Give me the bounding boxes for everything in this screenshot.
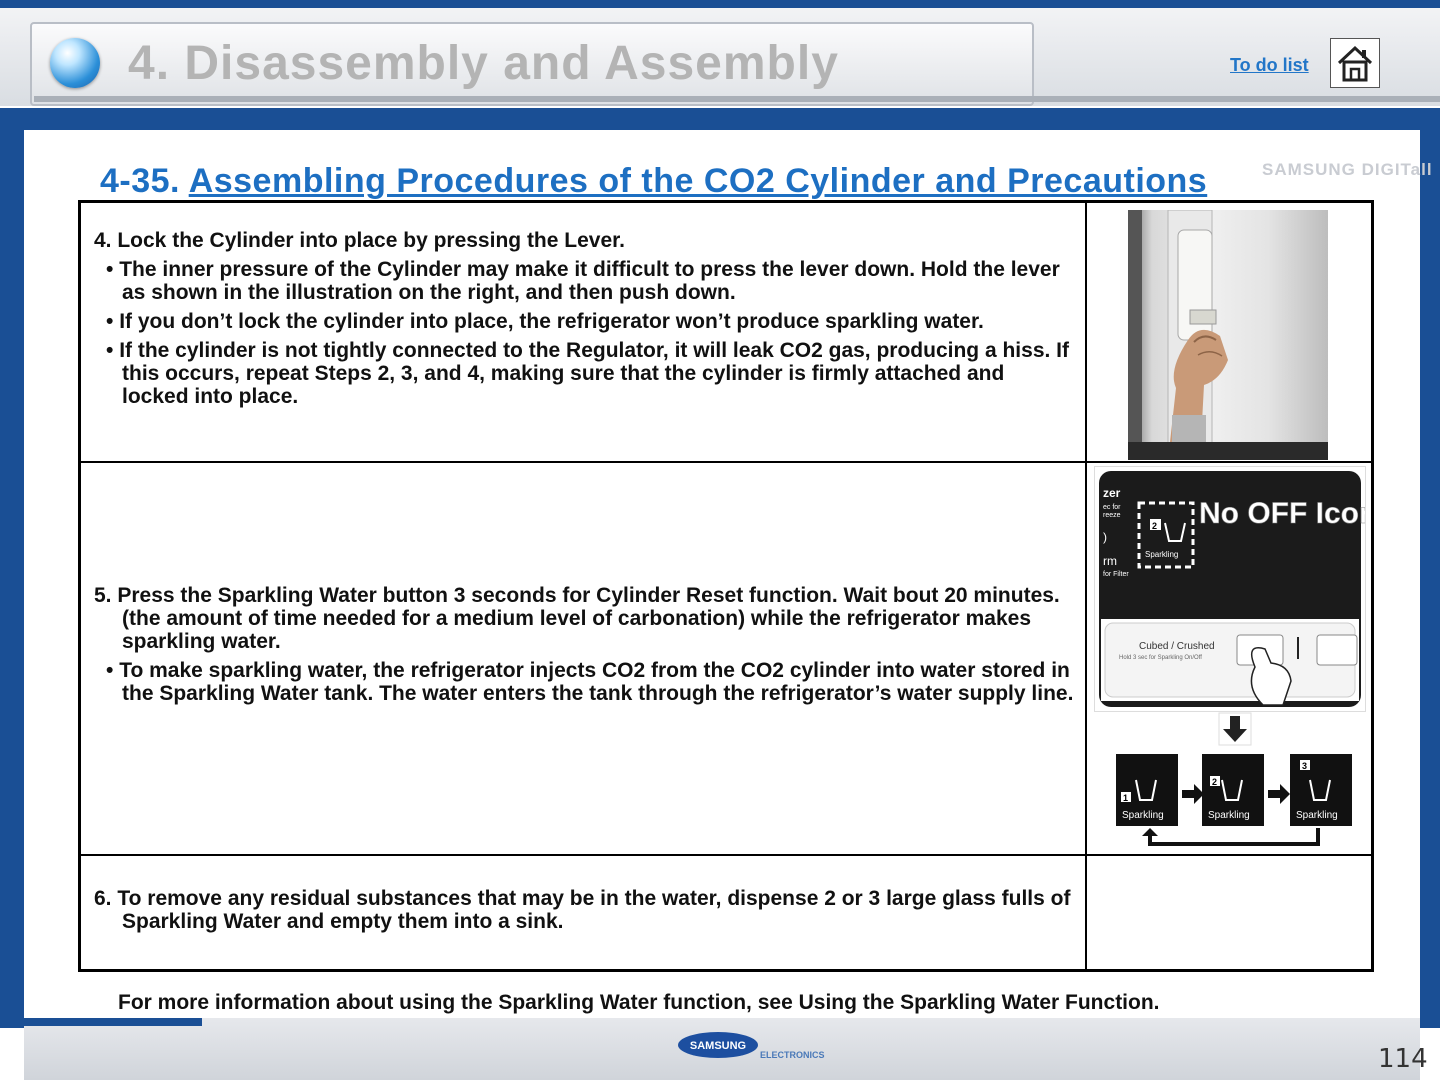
step-heading: 5. Press the Sparkling Water button 3 seconds for Cylinder Reset function. Wait bout 20 minutes. (the amount of time needed for a medium level of carbonation) while the refrigerator makes sparkling water. [94, 584, 1060, 653]
frame-right [1420, 108, 1440, 1028]
arrow-right-icon [1268, 784, 1290, 804]
globe-icon [50, 38, 100, 88]
callout-text: No OFF Icon [1199, 497, 1365, 530]
sequence-icon-3 [1290, 754, 1352, 826]
home-icon [1331, 39, 1379, 87]
sparkling-sequence-illustration [1114, 750, 1354, 852]
panel-label: for Filter [1103, 571, 1129, 578]
loop-back-arrow [1142, 828, 1320, 846]
panel-label: ec for [1103, 504, 1121, 511]
svg-text:3: 3 [1302, 761, 1308, 771]
svg-text:SAMSUNG: SAMSUNG [689, 1040, 747, 1052]
footer-note: For more information about using the Sparkling Water function, see Using the Sparkling Water Function. [118, 991, 1160, 1014]
step-4-cell [94, 229, 1074, 408]
panel-label: ) [1103, 530, 1107, 544]
sparkling-sequence-drawing [1114, 750, 1354, 852]
svg-text:Sparkling: Sparkling [1296, 810, 1338, 821]
panel-label: rm [1103, 554, 1117, 568]
hold-instruction: Hold 3 sec for Sparkling On/Off [1119, 655, 1202, 661]
step-bullet: • The inner pressure of the Cylinder may make it difficult to press the lever down. Hold the lever as shown in the illustration on the right, and then push down. [94, 258, 1074, 304]
step-heading: 4. Lock the Cylinder into place by pressing the Lever. [94, 229, 625, 252]
lever-photo-drawing [1128, 210, 1328, 460]
step-bullet: • If the cylinder is not tightly connected to the Regulator, it will leak CO2 gas, producing a hiss. If this occurs, repeat Steps 2, 3, and 4, making sure that the cylinder is firmly attached and locked into place. [94, 339, 1074, 408]
section-title [100, 162, 1207, 201]
step-5-cell [94, 584, 1074, 705]
section-title-text: Assembling Procedures of the CO2 Cylinder and Precautions [188, 162, 1208, 200]
frame-left [0, 108, 24, 1028]
control-panel-drawing [1095, 467, 1365, 711]
svg-text:Sparkling: Sparkling [1122, 810, 1164, 821]
todo-list-link[interactable]: To do list [1230, 55, 1309, 75]
cubed-crushed-label: Cubed / Crushed [1139, 641, 1215, 652]
svg-text:Sparkling: Sparkling [1208, 810, 1250, 821]
page-header-title: 4. Disassembly and Assembly [128, 37, 839, 90]
lever-press-photo [1128, 210, 1328, 460]
table-row-divider [80, 854, 1372, 856]
arrow-down-icon [1218, 712, 1252, 746]
brand-watermark: SAMSUNG DIGITall [1262, 160, 1433, 179]
arrow-right-icon [1182, 784, 1204, 804]
table-row-divider [80, 461, 1372, 463]
home-button[interactable] [1330, 38, 1380, 88]
control-panel-illustration [1094, 466, 1366, 712]
step-bullet: • To make sparkling water, the refrigerator injects CO2 from the CO2 cylinder into water stored in the Sparkling Water tank. The water enters the tank through the refrigerator’s water supply line. [94, 659, 1074, 705]
top-bar [0, 0, 1440, 8]
panel-label: zer [1103, 486, 1121, 500]
samsung-logo [676, 1030, 760, 1060]
step-heading: 6. To remove any residual substances that may be in the water, dispense 2 or 3 large glass fulls of Sparkling Water and empty them into a sink. [94, 887, 1071, 933]
frame-top-band [0, 108, 1440, 130]
panel-step-number: 2 [1152, 521, 1158, 531]
sequence-icon-2 [1202, 754, 1264, 826]
sparkling-button-label: Sparkling [1145, 550, 1179, 559]
section-number: 4-35. [100, 162, 180, 200]
sequence-icon-1 [1116, 754, 1178, 826]
svg-text:1: 1 [1123, 793, 1129, 803]
logo-subtitle: ELECTRONICS [760, 1050, 825, 1060]
panel-label: reeze [1103, 512, 1121, 519]
page-number: 114 [1378, 1044, 1428, 1074]
step-6-cell [94, 887, 1074, 933]
header-shadow [34, 96, 1440, 102]
footer-stripe [24, 1018, 202, 1026]
step-bullet: • If you don’t lock the cylinder into place, the refrigerator won’t produce sparkling water. [94, 310, 1074, 333]
svg-text:2: 2 [1212, 777, 1218, 787]
